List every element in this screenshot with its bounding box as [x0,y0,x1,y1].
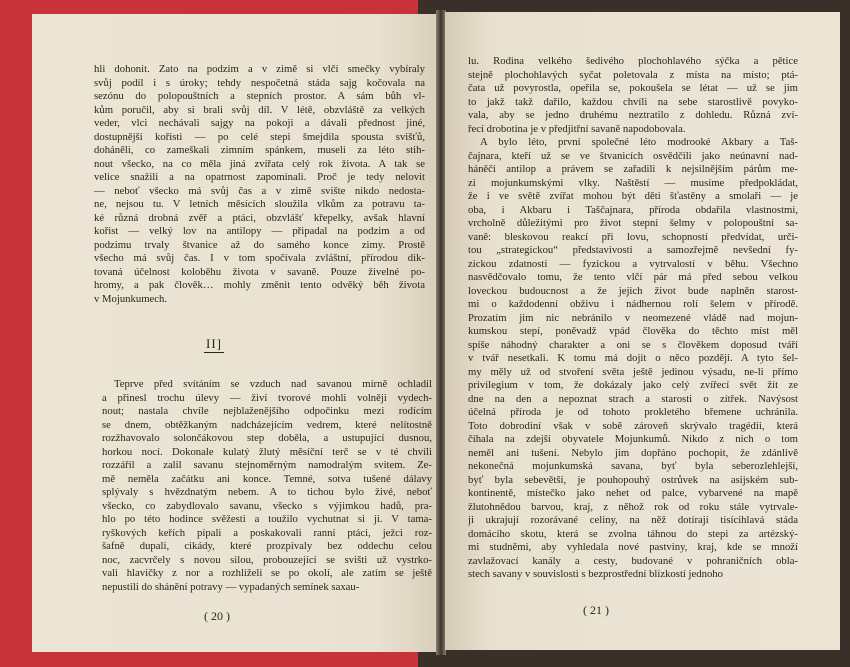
text-line: kumskou stepí, poněvadž vpád člověka do těchto míst měl [468,325,798,337]
text-line: zavlažovací kanály a cesty, budované v pohraničních obla- [468,554,798,567]
text-line: domácího skotu, která se zvolna táhnou do stepi za artézský- [468,527,798,540]
text-line: byť byla sebevětší, je pouhopouhý ostrůvek na asijském sub- [468,473,798,486]
page-right [445,12,840,650]
text-line: veder, vlci nechávali sajgy na pokoji a dávali přednost jiné, [94,117,425,129]
text-line: privilegium v tom, že dokázaly jako celý zvířecí svět žít ze [468,379,798,391]
text-line: my měly už od stvoření světa ještě jedinou výsadu, ne-li přímo [468,365,798,378]
text-line: čata už povyrostla, opeřila se, pokoušela se létat — už se jim [468,82,798,94]
text-line: dostupnější kořisti — po celé stepi šmejdila spousta svišťů, [94,130,425,143]
text-line: podzimu trvaly štvanice až do samého konce zimy. Prostě [94,238,425,251]
text-line: hlo po této hodince svěžesti a toužilo vychutnat si ji. V tama- [102,513,432,525]
text-line: velice snažili a na opatrnost zapomínali. Proč je tedy nelovit [94,171,425,183]
text-line: nout; nastala chvíle nejblaženějšího odpočinku mezi rodícím [102,405,432,417]
text-line: ryškových keřích pípali a poskakovali ranní ptáci, ježci roz- [102,526,432,539]
text-line: mě neměla začátku ani konce. Temné, sotva tušené dálavy [102,472,432,485]
text-line: neměl ani tušení. Nebylo jim dopřáno pochopit, že zdánlivě [468,446,798,459]
text-line: žlutohnědou barvou, kraj, z něhož rok od roku stále vytrvale- [468,500,798,513]
text-line: rozžhavovalo solončákovou step doběla, a ustupující dusnou, [102,432,432,444]
page-number-right: ( 21 ) [583,603,609,617]
text-line: A bylo léto, první společné léto modrooké Akbary a Taš- [480,136,798,148]
text-line: vaně: bleskovou reakcí při lovu, schopností předvídat, urči- [468,230,798,243]
text-line: zi mojunkumskými vlky. Naštěstí — musíme předpokládat, [468,176,798,189]
text-line: vrcholně důležitými pro život stepní šelmy v polopouštní sa- [468,217,798,229]
text-line: doháněli, co zameškali zimním spánkem, museli za léto stih- [94,144,425,156]
text-line: Toto dobrodiní však v sobě zároveň skrývalo tragédii, která [468,419,798,432]
text-line: kontinentě, místečko jako nehet od palce, vybarvené na mapě [468,487,798,499]
text-line: v tvář nesetkali. K tomu má dojít o něco později. A tyto šel- [468,352,798,364]
text-line: kořist — velký lov na antilopy — připadal na podzim a od [94,225,425,237]
text-line: mi o každodenní obživu i nádhernou rolí šelem v přírodě. [468,298,798,310]
text-line: vali hlavičky z nor a rozhlíželi se po okolí, ale zatím se ještě [102,567,432,579]
text-line: v Mojunkumech. [94,292,168,305]
text-line: stejně plochohlavých syčat poletovala z místa na místo; ptá- [468,68,798,81]
text-line: řecí drobotina je v předjitřní savaně napodobovala. [468,122,686,135]
text-line: nepustili do shánění potravy — vypadaných semínek saxau- [102,580,360,593]
text-line: — neboť všecko má svůj čas a v zimě svište nikdo nedosta- [94,184,425,197]
text-line: ne, nejsou tu. V letních měsících sloužila vlkům za potravu ta- [94,198,425,210]
text-line: horkou nocí. Dokonale kulatý žlutý měsíční terč se v té chvíli [102,445,432,458]
page-number-left: ( 20 ) [204,609,230,623]
text-line: ké různá drobná zvěř a ptáci, obzvlášť křepelky, avšak hlavní [94,211,425,224]
text-line: všecko, co zabydlovalo savanu, všecko s výjimkou hadů, pra- [102,499,432,512]
text-line: spíše náhodný charakter a oni se s člověkem doposud tváří [468,338,798,351]
text-line: dne na den a nepoznat strach a starosti o zítřek. Navýsost [468,392,798,405]
text-line: hromy, a pak člověk… mohly změnit tento odvěký běh života [94,279,425,291]
text-line: nekonečná mojunkumská savana, byť byla seberozlehlejší, [468,460,798,472]
left-paragraph-1 [94,63,425,306]
text-line: stech savany v souvislosti s bezprostřední blízkostí jednoho [468,568,723,580]
text-line: tovaná účelnost koloběhu života v savaně. Pouze živelné po- [94,265,425,278]
text-line: splývaly s hvězdnatým nebem. A to tichou bylo živé, neboť [102,486,432,498]
text-line: svůj podíl i s úroky; tehdy nespočetná stáda sajg kočovala na [94,76,425,89]
text-line: noc, zacvrčely s novou silou, probouzející se svišti už vystrko- [102,553,432,566]
text-line: mi studněmi, aby vyhledala nové pastviny, kraj, kde se množí [468,541,798,553]
text-line: háněči antilop a právem se zařadili k nejsilnějším párům me- [468,163,798,175]
text-line: účelná příroda je od tohoto prokletého břemene uchránila. [468,406,798,418]
text-line: čajnara, kteří už se ve štvanicích osvědčili jako neúnavní nad- [468,149,798,162]
left-paragraph-2 [102,378,432,594]
text-line: to jakž takž dařilo, každou chvíli na sebe starostlivě povyko- [468,95,798,108]
text-line: kům poručil, aby si brali svůj díl. V létě, obzvláště za velkých [94,103,425,116]
text-line: ji ukrajují rozorávané celiny, na něž dotírají tisícihlavá stáda [468,514,798,526]
text-line: se dnem, obtěžkaným nadcházejícím vedrem, které nelítostně [102,418,432,431]
text-line: lu. Rodina velkého šedivého plochohlavého sýčka a pětice [468,55,798,67]
text-line: loveckou budoucnost a že jejich život bude naplněn starost- [468,284,798,297]
text-line: hli dohonit. Zato na podzim a v zimě si vlčí smečky vybíraly [94,63,425,75]
text-line: vala, aby se jedno druhému neztratilo z dohledu. Různá zví- [468,109,798,121]
text-line: nout všecko, na co měla jiná zvířata celý rok života. A tak se [94,157,425,170]
text-line: oba, i Akbaru i Taščajnara, příroda obdařila vlastnostmi, [468,203,798,216]
text-line: všecho má svůj čas. I v tom spočívala zvláštní, přírodou dik- [94,252,425,264]
text-line: zickou zdatností — fyzickou a vytrvalostí v běhu. Všechno [468,257,798,270]
right-text [468,55,798,582]
text-line: sezónu do polopouštních a stepních prostor. A sám bůh vl- [94,90,425,102]
text-line: Prozatím jim nic nebránilo v neomezené vládě nad mojun- [468,311,798,324]
text-line: nasvědčovalo tomu, že tento vlčí pár má před sebou velkou [468,271,798,283]
text-line: rozzářil a zalil savanu stejnoměrným namodralým svitem. Ze- [102,459,432,471]
chapter-heading: II] [206,336,222,351]
text-line: že i ve světě zvířat mohou být děti šťastěny a smolaři — je [468,190,798,202]
text-line: Teprve před svítáním se vzduch nad savanou mírně ochladil [114,378,432,390]
text-line: tou „strategickou“ představivostí a samozřejmě nevšední fy- [468,244,798,256]
text-line: číhala na zdejší obyvatele Mojunkumů. Nikdo z nich o tom [468,433,798,445]
page-left [32,14,436,652]
text-line: šafně dupali, cikády, které prozpívaly bez oddechu celou [102,540,432,552]
text-line: a přinesl trochu úlevy — živí tvorové mohli volněji vydech- [102,391,432,404]
